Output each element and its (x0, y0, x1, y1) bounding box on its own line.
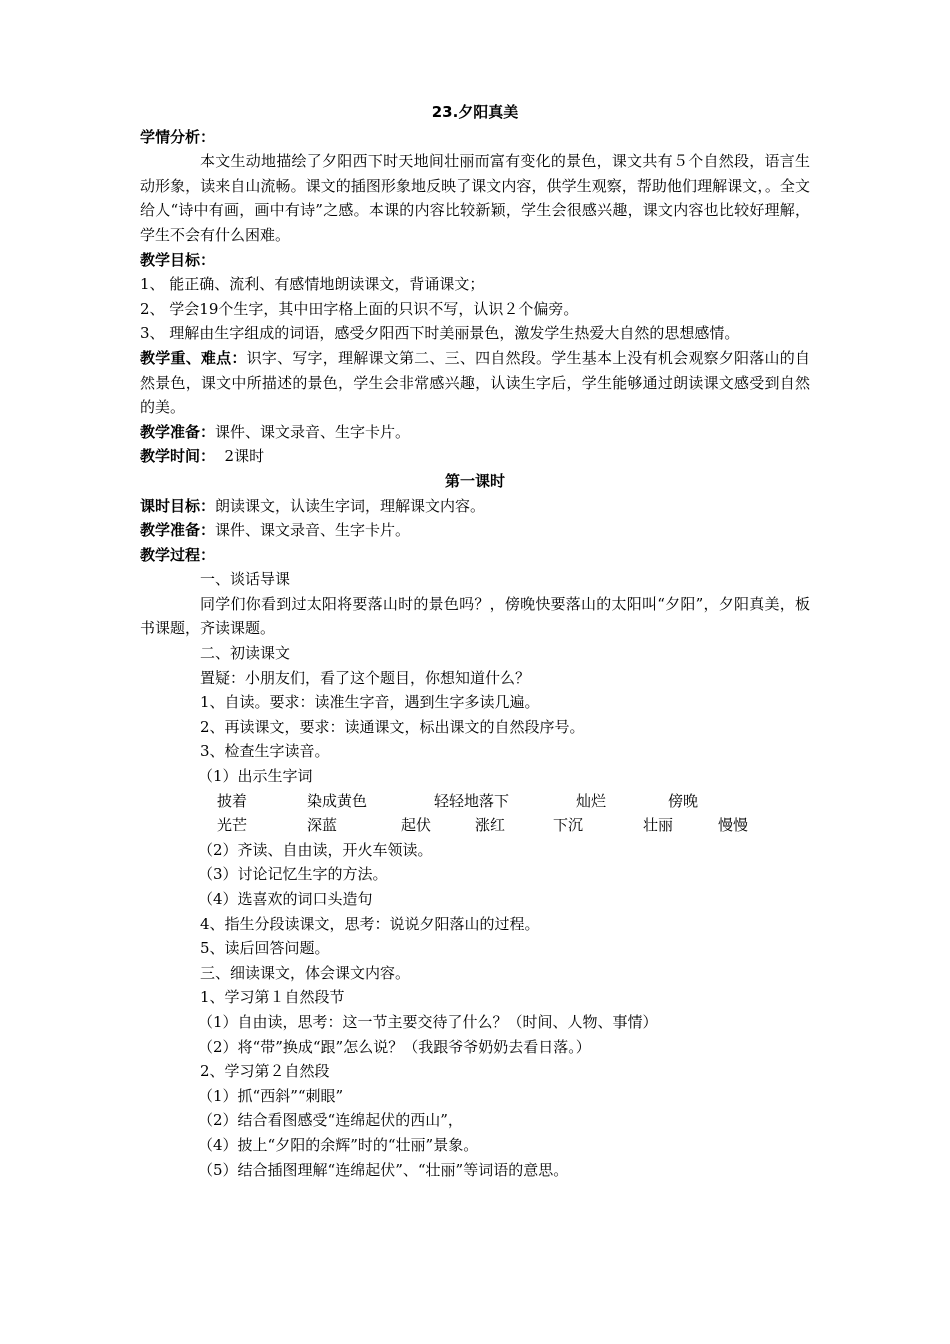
keypoints-text: 识字、写字，理解课文第二、三、四自然段。学生基本上没有机会观察夕阳落山的自然景色，课文中所描述的景色，学生会非常感兴趣，认读生字后，学生能够通过朗读课文感受到自然的美。 (140, 348, 810, 417)
goal-item: 1、 能正确、流利、有感情地朗读课文，背诵课文； (140, 275, 485, 294)
time-text: 2课时 (215, 447, 265, 466)
goal-item: 3、 理解由生字组成的词语，感受夕阳西下时美丽景色，激发学生热爱大自然的思想感情。 (140, 324, 740, 343)
keypoints-paragraph (140, 346, 810, 420)
vocab-row-2 (140, 813, 810, 838)
section-3-line: 2、学习第２自然段 (200, 1062, 330, 1081)
vocab-word: 慢慢 (718, 816, 749, 835)
section-3-subline: （4）披上“夕阳的余辉”时的“壮丽”景象。 (198, 1135, 479, 1154)
section-2-line: 3、检查生字读音。 (200, 742, 330, 761)
section-2-subline: （4）选喜欢的词口头造句 (198, 890, 373, 908)
analysis-text: 本文生动地描绘了夕阳西下时天地间壮丽而富有变化的景色，课文共有５个自然段，语言生动形象，读来自山流畅。课文的插图形象地反映了课文内容，供学生观察，帮助他们理解课文，。全文给人“诗中有画，画中有诗”之感。本课的内容比较新颖，学生会很感兴趣，课文内容也比较好理解，学生不会有什么困难。 (140, 152, 810, 244)
section-3-line: 1、学习第１自然段节 (200, 988, 345, 1007)
vocab-word: 涨红 (475, 816, 506, 835)
lesson1-prep-line (140, 518, 810, 543)
document-title: 23.夕阳真美 (431, 103, 519, 121)
vocab-word: 傍晚 (668, 791, 699, 810)
section-2-line: 2、再读课文，要求：读通课文，标出课文的自然段序号。 (200, 717, 585, 736)
vocab-word: 深蓝 (307, 816, 338, 835)
lesson1-goal-text: 朗读课文，认读生字词，理解课文内容。 (215, 496, 486, 515)
process-heading: 教学过程： (140, 545, 216, 564)
section-3-subline: （2）将“带”换成“跟”怎么说？（我跟爷爷奶奶去看日落。） (198, 1037, 591, 1056)
lesson1-prep-text: 课件、课文录音、生字卡片。 (215, 521, 411, 540)
keypoints-heading: 教学重、难点： (140, 348, 247, 367)
section-3-subline: （2）结合看图感受“连绵起伏的西山”， (198, 1111, 463, 1130)
time-line (140, 444, 810, 469)
section-3-title: 三、细读课文，体会课文内容。 (200, 963, 411, 982)
vocab-row-1 (140, 789, 810, 814)
section-2-line: 1、自读。要求：读准生字音，遇到生字多读几遍。 (200, 693, 540, 712)
section-2-title: 二、初读课文 (200, 644, 291, 663)
section-2-line: 4、指生分段读课文，思考：说说夕阳落山的过程。 (200, 914, 540, 933)
section-2-subline: （2）齐读、自由读，开火车领读。 (198, 840, 433, 859)
vocab-word: 下沉 (553, 816, 584, 835)
show-words-line: （1）出示生字词 (198, 767, 313, 786)
vocab-word: 披着 (217, 791, 248, 810)
prep-heading: 教学准备： (140, 422, 216, 441)
vocab-word: 染成黄色 (307, 791, 368, 810)
section-1-text: 同学们你看到过太阳将要落山时的景色吗？，傍晚快要落山的太阳叫“夕阳”，夕阳真美，板书课题，齐读课题。 (140, 594, 810, 638)
lesson1-title: 第一课时 (444, 471, 505, 490)
section-2-subline: （3）讨论记忆生字的方法。 (198, 865, 388, 884)
vocab-word: 灿烂 (576, 791, 607, 810)
analysis-heading: 学情分析： (140, 127, 216, 146)
vocab-word: 轻轻地落下 (434, 791, 510, 810)
lesson1-goal-line (140, 494, 810, 519)
section-2-line: 5、读后回答问题。 (200, 939, 330, 958)
section-3-subline: （5）结合插图理解“连绵起伏”、“壮丽”等词语的意思。 (198, 1160, 569, 1179)
goal-item: 2、 学会19个生字，其中田字格上面的只识不写，认识２个偏旁。 (140, 299, 579, 318)
lesson1-prep-heading: 教学准备： (140, 521, 216, 540)
section-1-title: 一、谈话导课 (200, 570, 291, 589)
lesson1-goal-heading: 课时目标： (140, 496, 216, 515)
section-2-line: 置疑：小朋友们，看了这个题目，你想知道什么？ (200, 668, 531, 687)
prep-text: 课件、课文录音、生字卡片。 (215, 422, 411, 441)
vocab-word: 光芒 (217, 816, 248, 835)
goals-heading: 教学目标： (140, 250, 216, 269)
document-body (140, 100, 810, 1182)
vocab-word: 壮丽 (643, 816, 674, 835)
vocab-word: 起伏 (401, 816, 432, 835)
prep-line (140, 420, 810, 445)
section-3-subline: （1）自由读，思考：这一节主要交待了什么？（时间、人物、事情） (198, 1012, 658, 1031)
section-3-subline: （1）抓“西斜”“刺眼” (198, 1086, 344, 1105)
time-heading: 教学时间： (140, 447, 216, 466)
